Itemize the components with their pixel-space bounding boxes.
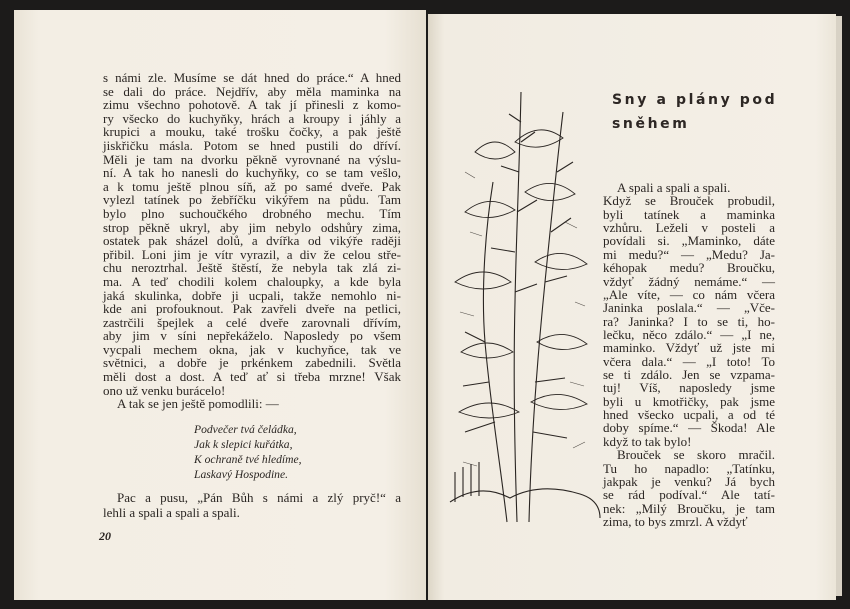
prayer-poem	[194, 422, 302, 482]
snow-ground	[450, 489, 600, 518]
tree-branches	[463, 114, 573, 438]
text-line: bylo plno suchoučkého drobného mechu. Tím	[103, 205, 401, 221]
chapter-title	[612, 88, 777, 136]
text-line: ra? Janinka? I to se ti, ho-	[603, 313, 775, 329]
text-line: světnici, a dobře je prkénkem zabednili. Světla	[103, 355, 401, 371]
text-line: povídali si. „Maminko, dáte	[603, 233, 775, 249]
text-line: zima, to bys zmrzl. A vždyť	[603, 513, 748, 529]
text-line: strop pěkně ukryl, aby jim nebylo odshůry zima,	[103, 219, 401, 235]
needle-strokes	[460, 172, 585, 466]
page-number: 20	[99, 529, 111, 543]
poem-line: Laskavý Hospodine.	[194, 468, 289, 481]
text-line: Když se Brouček probudil,	[603, 193, 775, 209]
text-line: s námi zle. Musíme se dát hned do práce.“ A hned	[103, 70, 401, 85]
text-line: a k tomu ještě plnou síň, až po samé dveře. Pak	[103, 178, 401, 194]
chapter-title-line: Sny a plány pod	[612, 92, 778, 108]
text-line: se ti zdálo. Jen se vzpama-	[603, 367, 775, 383]
text-line: Pac a pusu, „Pán Bůh s námi a zlý pryč!“ a	[117, 490, 401, 505]
chapter-title-line: sněhem	[612, 116, 690, 132]
text-line: jaká skulinka, dobře ji ucpali, takže nemohlo ni-	[103, 287, 401, 303]
text-line: ry všecko do kuchyňky, hrách a kroupy i jáhly a	[103, 110, 401, 126]
text-line: lehli a spali a spali a spali.	[103, 505, 240, 520]
text-line: tuj! Víš, naposledy jsme	[603, 380, 775, 396]
text-line: „Ale víte, — co nám včera	[603, 286, 775, 302]
text-line: vycpali mechem okna, jak v kuchyňce, tak ve	[103, 341, 401, 357]
text-line: A tak se jen ještě pomodlili: —	[117, 396, 279, 412]
right-body-text	[603, 181, 775, 528]
tree-trunk	[514, 92, 521, 522]
fence-posts	[455, 462, 479, 502]
text-line: ostatek pak sházel dolů, a dvířka od vikýře raději	[103, 233, 401, 249]
snowy-tree-illustration	[445, 82, 605, 532]
text-line: Janinka poslala.“ — „Vče-	[603, 300, 775, 316]
text-line: vždyť žádný nemáme.“ —	[603, 273, 775, 289]
text-line: přibil. Loni jim je vítr vyrazil, a div že celou stře-	[103, 246, 401, 262]
text-line: zastrčili špejlek a celé dveře zarovnali dřívím,	[103, 314, 401, 330]
text-line: chu neroztrhal. Ještě štěstí, že nebyla tak zlá zi-	[103, 260, 401, 276]
poem-line: Jak k slepici kuřátka,	[194, 438, 293, 451]
text-line: Brouček se skoro mračil.	[617, 447, 775, 463]
poem-line: K ochraně tvé hledíme,	[194, 453, 302, 466]
text-line: vzhůru. Leželi v posteli a	[603, 220, 775, 236]
text-line: byli tatínek a maminka	[603, 206, 775, 222]
text-line: hned všecko ucpali, a od té	[603, 407, 775, 423]
text-line: ní. A tak ho nanesli do kuchyňky, co se tam vešlo,	[103, 165, 401, 181]
text-line: měli dost a dost. A teď ať si třeba mrzne! Však	[103, 369, 401, 385]
text-line: se dali do práce. Nejdřív, aby měla maminka na	[103, 83, 401, 99]
text-line: mi medu?“ — „Medu? Ja-	[603, 246, 775, 262]
text-line: krupici a mouku, také trošku čočky, a pak ještě	[103, 124, 401, 140]
text-line: kde ani profouknout. Pak zavřeli dveře na petlici,	[103, 301, 401, 317]
page-edges	[836, 16, 842, 596]
text-line: ma. A teď chodili kolem chaloupky, a kde byla	[103, 273, 401, 289]
text-line: se rád podíval.“ Ale tatí-	[603, 487, 775, 503]
tree-trunk	[483, 182, 507, 522]
text-line: zimu všechno pohotově. A tak jí přinesli z komo-	[103, 97, 401, 113]
text-line: kéhopak medu? Broučku,	[603, 260, 775, 276]
text-line: Měli je tam na dvorku pěkně vyrovnané na výslu-	[103, 151, 401, 167]
text-line: když to tak bylo!	[603, 433, 692, 449]
left-ending-text	[103, 490, 401, 520]
snow-clumps	[455, 130, 587, 418]
text-line: včera dala.“ — „I toto! To	[603, 353, 775, 369]
text-line: aby jim v síni nepřekáželo. Naposledy po všem	[103, 328, 401, 344]
text-line: maminko. Vždyť už jste mi	[603, 340, 775, 356]
text-line: Tu ho napadlo: „Tatínku,	[603, 460, 775, 476]
text-line: jiskřičku másla. Potom se hned pustili do dříví.	[103, 137, 401, 153]
text-line: nek: „Milý Broučku, je tam	[603, 500, 775, 516]
text-line: jakpak je venku? Já bych	[603, 473, 775, 489]
text-line: A spali a spali a spali.	[617, 180, 731, 195]
text-line: lečku, něco zdálo.“ — „I ne,	[603, 326, 775, 342]
text-line: doby spíme.“ — Škoda! Ale	[603, 420, 775, 436]
text-line: ono už venku burácelo!	[103, 382, 226, 398]
text-line: byli u kmotřičky, pak jsme	[603, 393, 775, 409]
poem-line: Podvečer tvá čeládka,	[194, 423, 297, 436]
text-line: vylezl tatínek po žebříčku vikýřem na půdu. Tam	[103, 192, 401, 208]
tree-trunk	[529, 112, 563, 522]
left-body-text	[103, 71, 401, 411]
